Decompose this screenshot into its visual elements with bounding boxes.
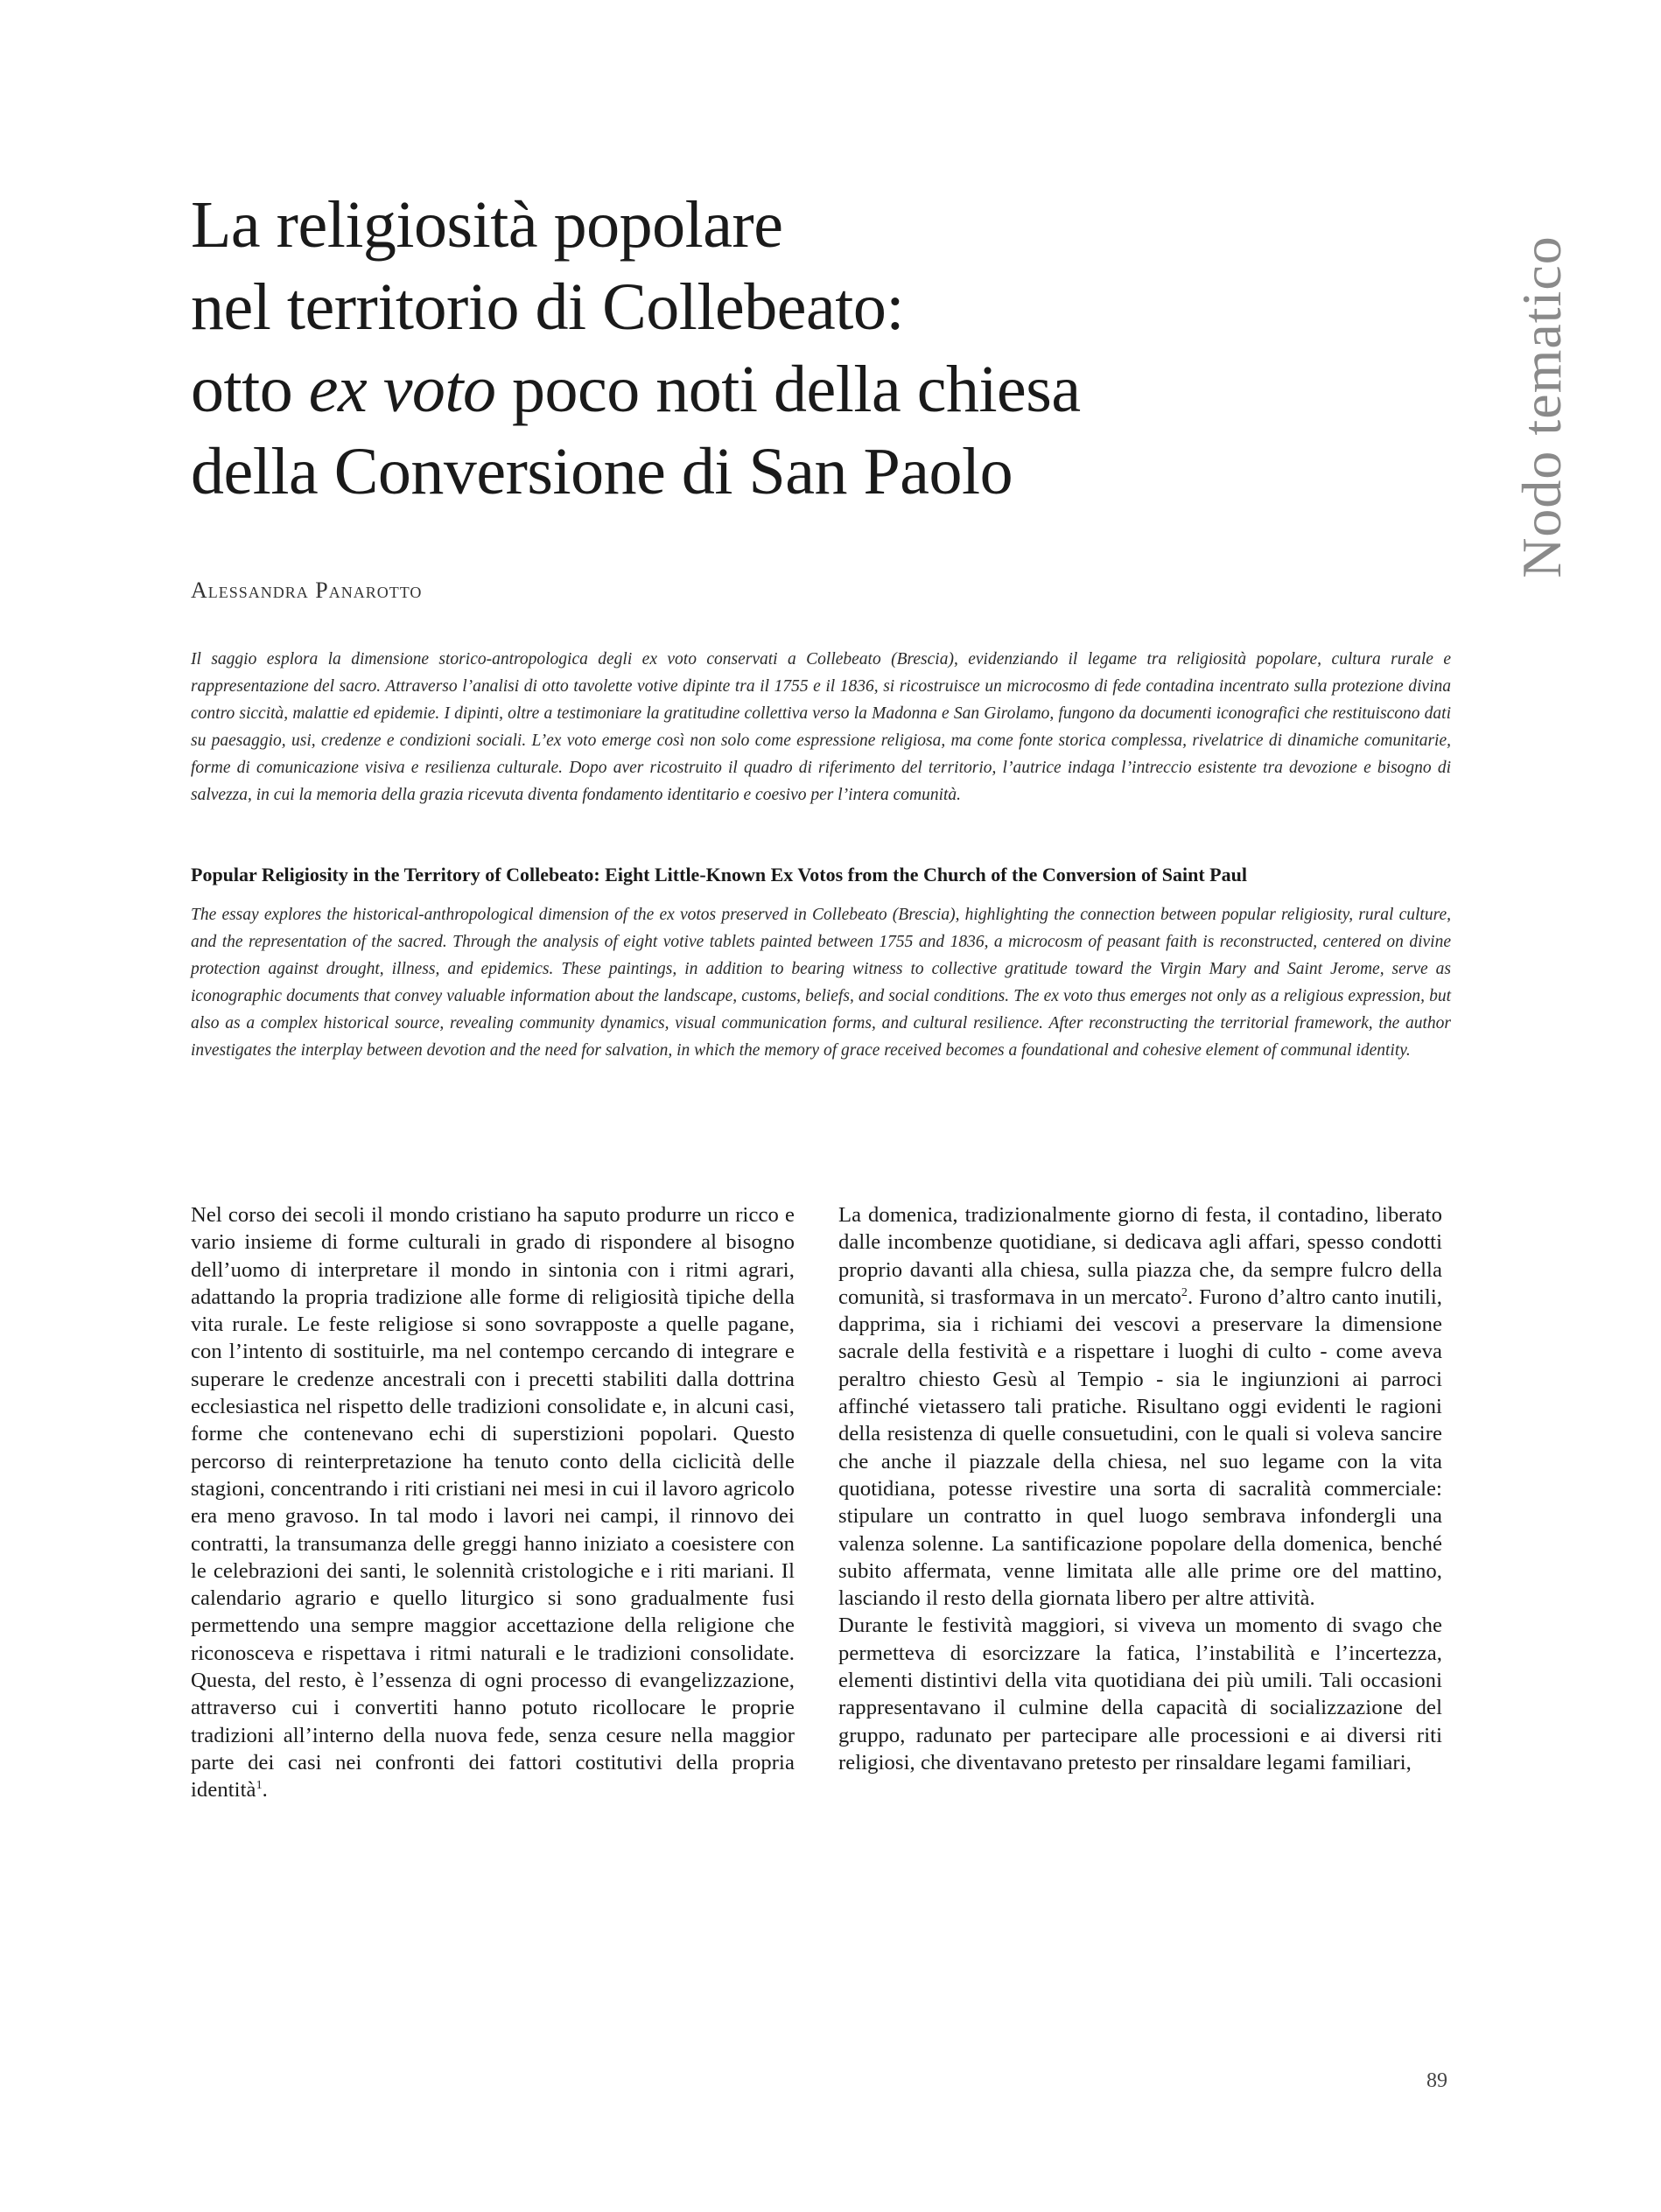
title-italic-ex-voto: ex voto bbox=[308, 353, 496, 426]
body-paragraph bbox=[191, 1201, 795, 1804]
author-name: Alessandra Panarotto bbox=[191, 578, 423, 603]
body-column-left bbox=[191, 1201, 795, 1804]
footnote-ref[interactable]: 1 bbox=[256, 1779, 263, 1793]
title-line-3-end: poco noti della chiesa bbox=[495, 353, 1081, 426]
body-paragraph bbox=[838, 1201, 1442, 1612]
sentence-end: . bbox=[262, 1778, 268, 1802]
page-number: 89 bbox=[1426, 2069, 1447, 2092]
article-title bbox=[191, 184, 1433, 513]
title-line-3-start: otto bbox=[191, 353, 309, 426]
section-side-label bbox=[1507, 223, 1577, 591]
title-line-1: La religiosità popolare bbox=[191, 188, 783, 262]
title-line-4: della Conversione di San Paolo bbox=[191, 435, 1013, 508]
english-title: Popular Religiosity in the Territory of Collebeato: Eight Little-Known Ex Votos from the Church of the Conversion of Saint Paul bbox=[191, 864, 1247, 886]
section-side-label-text: Nodo tematico bbox=[1510, 235, 1573, 578]
body-column-right bbox=[838, 1201, 1442, 1776]
body-paragraph: Durante le festività maggiori, si viveva un momento di svago che permetteva di esorcizzare la fatica, l’instabilità e l’incertezza, elementi distintivi della vita quotidiana dei più umili. Tali occasioni rappresentavano il culmine della capacità di socializzazione del gruppo, radunato per partecipare alle processioni e ai diversi riti religiosi, che diventavano pretesto per rinsaldare legami familiari, bbox=[838, 1614, 1442, 1774]
abstract-english: The essay explores the historical-anthropological dimension of the ex votos preserved in Collebeato (Brescia), highlighting the connection between popular religiosity, rural culture, and the representation of the sacred. Through the analysis of eight votive tablets painted between 1755 and 1836, a microcosm of peasant faith is reconstructed, centered on divine protection against drought, illness, and epidemics. These paintings, in addition to bearing witness to collective gratitude toward the Virgin Mary and Saint Jerome, serve as iconographic documents that convey valuable information about the landscape, customs, beliefs, and social conditions. The ex voto thus emerges not only as a religious expression, but also as a complex historical source, revealing community dynamics, visual communication forms, and cultural resilience. After reconstructing the territorial framework, the author investigates the interplay between devotion and the need for salvation, in which the memory of grace received becomes a foundational and cohesive element of communal identity. bbox=[191, 906, 1451, 1060]
body-paragraph-text: Nel corso dei secoli il mondo cristiano ha saputo produrre un ricco e vario insieme di forme culturali in grado di rispondere al bisogno dell’uomo di interpretare il mondo in sintonia con i ritmi agrari, adattando la propria tradizione alle forme di religiosità tipiche della vita rurale. Le feste religiose si sono sovrapposte a quelle pagane, con l’intento di sostituirle, ma nel contempo cercando di integrare e superare le credenze ancestrali con i precetti stabiliti dalla dottrina ecclesiastica nel rispetto delle tradizioni consolidate e, in alcuni casi, forme che contenevano echi di superstizioni popolari. Questo percorso di reinterpretazione ha tenuto conto della ciclicità delle stagioni, concentrando i riti cristiani nei mesi in cui il lavoro agricolo era meno gravoso. In tal modo i lavori nei campi, il rinnovo dei contratti, la transumanza delle greggi hanno iniziato a coesistere con le celebrazioni dei santi, le solennità cristologiche e i riti mariani. Il calendario agrario e quello liturgico si sono gradualmente fusi permettendo una sempre maggior accettazione della religione che riconosceva e rispettava i ritmi naturali e le tradizioni consolidate. Questa, del resto, è l’essenza di ogni processo di evangelizzazione, attraverso cui i convertiti hanno potuto ricollocare le proprie tradizioni all’interno della nuova fede, senza cesure nella maggior parte dei casi nei confronti dei fattori costitutivi della propria identità bbox=[191, 1203, 795, 1802]
title-line-3 bbox=[191, 348, 1433, 430]
title-line-2: nel territorio di Collebeato: bbox=[191, 270, 904, 344]
body-paragraph-text: . Furono d’altro canto inutili, dapprima, sia i richiami dei vescovi a preservare la dimensione sacrale della festività e a rispettare i luoghi di culto - come aveva peraltro chiesto Gesù al Tempio - sia le ingiunzioni ai parroci affinché vietassero tali pratiche. Risultano oggi evidenti le ragioni della resistenza di quelle consuetudini, con le quali si voleva sancire che anche il piazzale della chiesa, nel suo legame con la vita quotidiana, potesse rivestire una sorta di sacralità commerciale: stipulare un contratto in quel luogo sembrava infondergli una valenza solenne. La santificazione popolare della domenica, benché subito affermata, venne limitata alle alle prime ore del mattino, lasciando il resto della giornata libero per altre attività. bbox=[838, 1284, 1442, 1611]
footnote-ref[interactable]: 2 bbox=[1181, 1285, 1188, 1299]
body-paragraph-text: La domenica, tradizionalmente giorno di festa, il contadino, liberato dalle incombenze quotidiane, si dedicava agli affari, spesso condotti proprio davanti alla chiesa, sulla piazza che, da sempre fulcro della comunità, si trasformava in un mercato bbox=[838, 1203, 1442, 1309]
abstract-italian: Il saggio esplora la dimensione storico-antropologica degli ex voto conservati a Collebeato (Brescia), evidenziando il legame tra religiosità popolare, cultura rurale e rappresentazione del sacro. Attraverso l’analisi di otto tavolette votive dipinte tra il 1755 e il 1836, si ricostruisce un microcosmo di fede contadina incentrato sulla protezione divina contro siccità, malattie ed epidemie. I dipinti, oltre a testimoniare la gratitudine collettiva verso la Madonna e San Girolamo, fungono da documenti iconografici che restituiscono dati su paesaggio, usi, credenze e condizioni sociali. L’ex voto emerge così non solo come espressione religiosa, ma come fonte storica complessa, rivelatrice di dinamiche comunitarie, forme di comunicazione visiva e resilienza culturale. Dopo aver ricostruito il quadro di riferimento del territorio, l’autrice indaga l’intreccio esistente tra devozione e bisogno di salvezza, in cui la memoria della grazia ricevuta diventa fondamento identitario e coesivo per l’intera comunità. bbox=[191, 650, 1451, 804]
